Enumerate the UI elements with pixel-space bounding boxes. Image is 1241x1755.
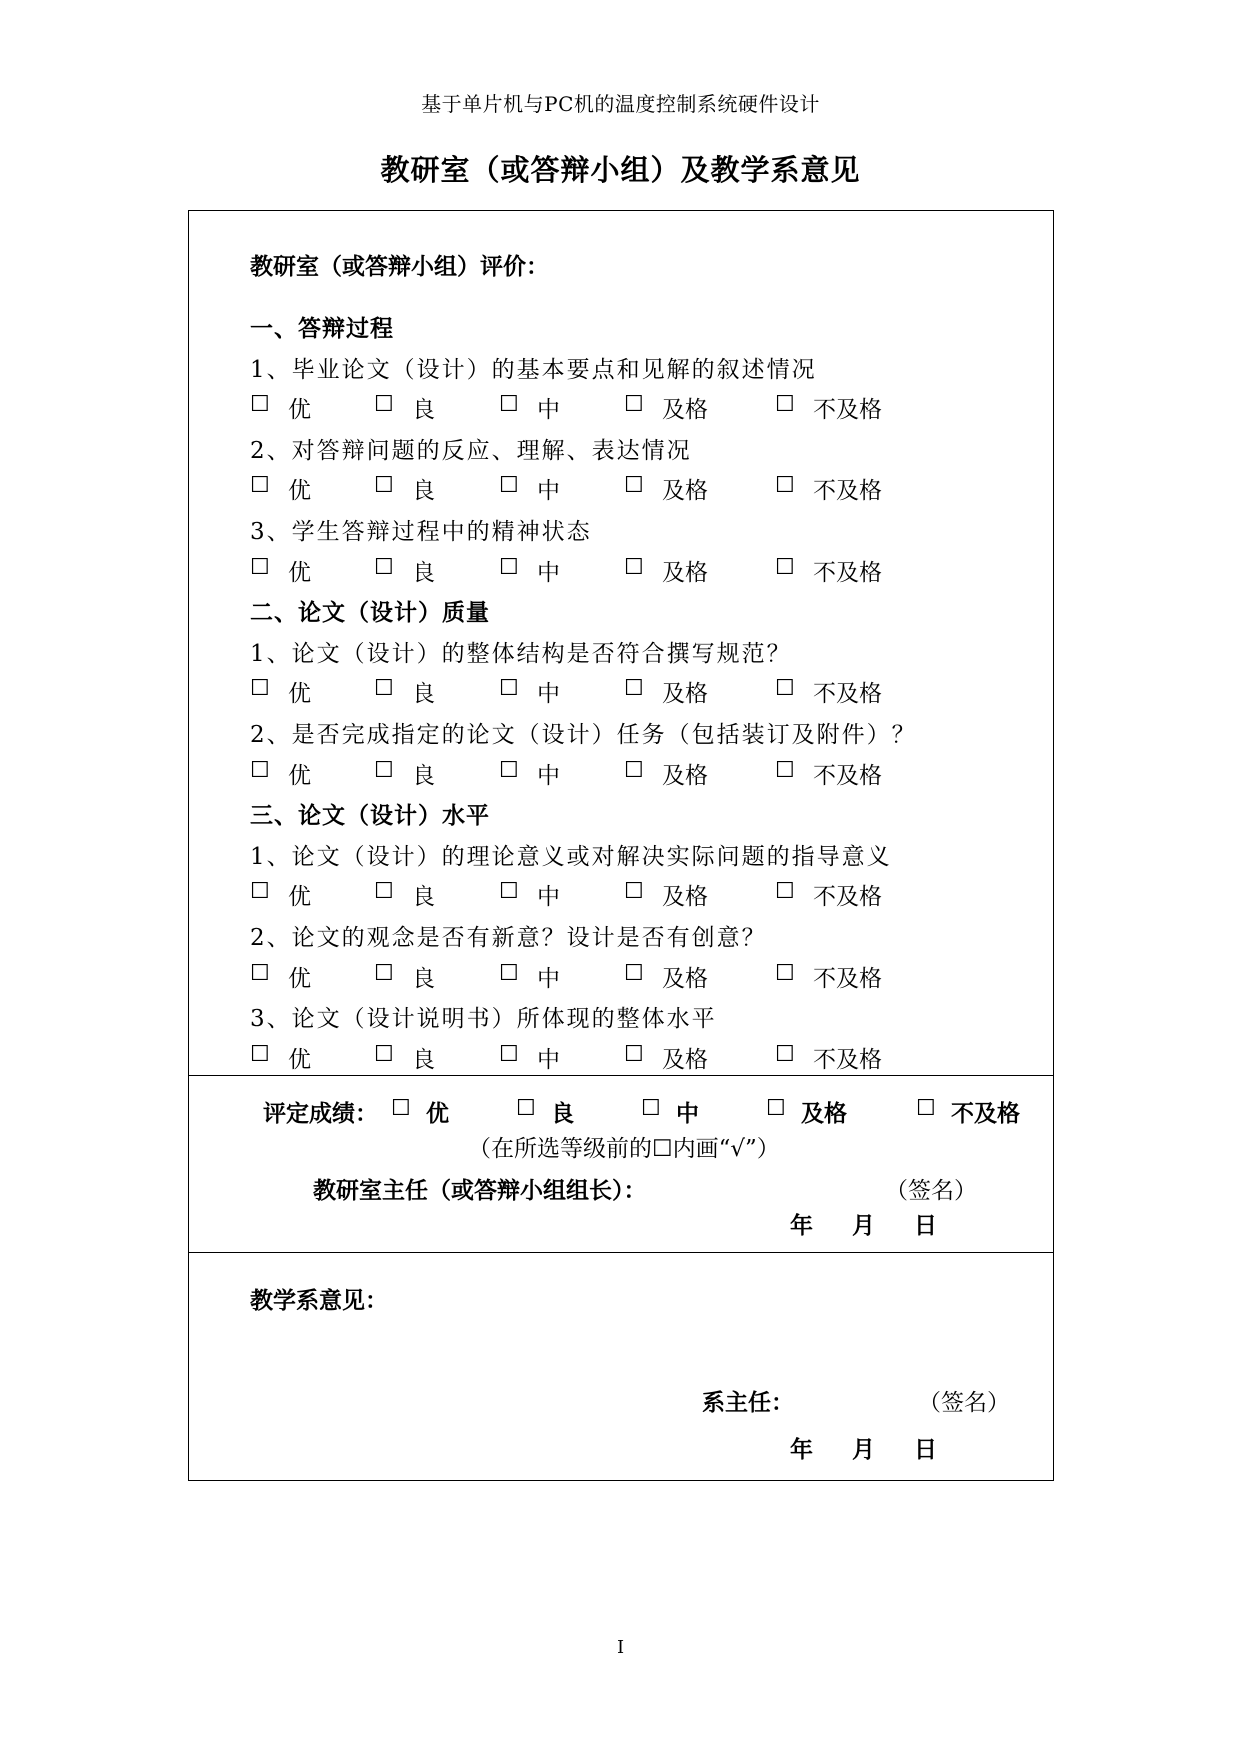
grade-checkbox[interactable]: ☐: [641, 1096, 661, 1121]
rating-checkbox[interactable]: ☐: [374, 879, 394, 905]
rating-checkbox[interactable]: ☐: [775, 392, 795, 418]
rating-option-label: 优: [288, 884, 311, 911]
rating-option-label: 良: [412, 681, 435, 708]
running-header: 基于单片机与PC机的温度控制系统硬件设计: [421, 92, 820, 116]
rating-option-label: 优: [288, 762, 311, 789]
rating-option-label: 不及格: [813, 397, 882, 424]
rating-option-label: 中: [537, 559, 560, 586]
rating-option-label: 不及格: [813, 884, 882, 911]
rating-checkbox[interactable]: ☐: [374, 1041, 394, 1067]
rating-option-label: 不及格: [813, 681, 882, 708]
rating-checkbox[interactable]: ☐: [624, 1041, 644, 1067]
rating-checkbox[interactable]: ☐: [499, 1041, 519, 1067]
rating-checkbox[interactable]: ☐: [499, 960, 519, 986]
grade-option-label: 良: [551, 1100, 574, 1127]
rating-option-label: 及格: [662, 681, 708, 708]
rating-checkbox[interactable]: ☐: [624, 676, 644, 702]
section-heading: 二、论文（设计）质量: [250, 599, 490, 627]
rating-checkbox[interactable]: ☐: [250, 879, 270, 905]
criterion-text: 2、论文的观念是否有新意？设计是否有创意？: [250, 925, 767, 951]
rating-option-label: 不及格: [813, 559, 882, 586]
director-label: 教研室主任（或答辩小组组长）：: [313, 1177, 647, 1204]
criterion-text: 1、论文（设计）的整体结构是否符合撰写规范？: [250, 640, 792, 667]
rating-checkbox[interactable]: ☐: [250, 392, 270, 418]
rating-checkbox[interactable]: ☐: [250, 676, 270, 702]
rating-checkbox[interactable]: ☐: [624, 554, 644, 580]
criterion-text: 1、毕业论文（设计）的基本要点和见解的叙述情况: [250, 356, 817, 383]
rating-option-label: 中: [537, 681, 560, 708]
rating-option-label: 良: [412, 478, 435, 505]
department-head-signature: （签名）: [918, 1390, 1010, 1416]
rating-option-label: 及格: [662, 559, 708, 586]
rating-checkbox[interactable]: ☐: [499, 554, 519, 580]
rating-checkbox[interactable]: ☐: [775, 473, 795, 499]
rating-option-label: 及格: [662, 965, 708, 992]
criterion-text: 2、对答辩问题的反应、理解、表达情况: [250, 437, 692, 464]
rating-checkbox[interactable]: ☐: [250, 473, 270, 499]
grade-checkbox[interactable]: ☐: [516, 1096, 536, 1121]
rating-option-label: 不及格: [813, 965, 882, 992]
grade-option-label: 不及格: [951, 1100, 1020, 1127]
rating-option-label: 及格: [662, 762, 708, 789]
rating-checkbox[interactable]: ☐: [250, 757, 270, 783]
grade-option-label: 及格: [801, 1100, 847, 1127]
rating-option-label: 优: [288, 681, 311, 708]
grade-hint: （在所选等级前的☐内画“√”）: [468, 1136, 780, 1162]
rating-checkbox[interactable]: ☐: [499, 392, 519, 418]
rating-checkbox[interactable]: ☐: [624, 879, 644, 905]
rating-checkbox[interactable]: ☐: [499, 473, 519, 499]
rating-option-label: 优: [288, 559, 311, 586]
rating-option-label: 良: [412, 397, 435, 424]
rating-option-label: 优: [288, 1046, 311, 1073]
rating-checkbox[interactable]: ☐: [624, 757, 644, 783]
rating-option-label: 良: [412, 559, 435, 586]
rating-checkbox[interactable]: ☐: [775, 960, 795, 986]
rating-checkbox[interactable]: ☐: [250, 554, 270, 580]
rating-checkbox[interactable]: ☐: [775, 1041, 795, 1067]
rating-checkbox[interactable]: ☐: [250, 1041, 270, 1067]
rating-option-label: 不及格: [813, 478, 882, 505]
rating-checkbox[interactable]: ☐: [775, 554, 795, 580]
grade-checkbox[interactable]: ☐: [916, 1096, 936, 1121]
rating-checkbox[interactable]: ☐: [775, 676, 795, 702]
rating-option-label: 及格: [662, 884, 708, 911]
director-date-day: 日: [914, 1212, 939, 1239]
rating-checkbox[interactable]: ☐: [624, 473, 644, 499]
criterion-text: 2、是否完成指定的论文（设计）任务（包括装订及附件）？: [250, 722, 917, 748]
grade-option-label: 优: [426, 1100, 449, 1127]
grade-option-label: 中: [676, 1100, 699, 1127]
director-date-month: 月: [852, 1212, 877, 1239]
rating-checkbox[interactable]: ☐: [624, 392, 644, 418]
rating-checkbox[interactable]: ☐: [250, 960, 270, 986]
rating-option-label: 优: [288, 965, 311, 992]
criterion-text: 3、论文（设计说明书）所体现的整体水平: [250, 1006, 717, 1033]
criterion-text: 3、学生答辩过程中的精神状态: [250, 519, 592, 545]
rating-option-label: 中: [537, 478, 560, 505]
rating-checkbox[interactable]: ☐: [624, 960, 644, 986]
rating-option-label: 中: [537, 1046, 560, 1073]
rating-option-label: 中: [537, 397, 560, 424]
rating-checkbox[interactable]: ☐: [499, 676, 519, 702]
rating-checkbox[interactable]: ☐: [775, 879, 795, 905]
section-heading: 一、答辩过程: [250, 315, 394, 342]
page-title: 教研室（或答辩小组）及教学系意见: [380, 153, 861, 187]
rating-option-label: 及格: [662, 478, 708, 505]
grade-label: 评定成绩：: [263, 1100, 378, 1127]
rating-option-label: 不及格: [813, 762, 882, 789]
department-date-day: 日: [914, 1436, 939, 1463]
rating-option-label: 中: [537, 965, 560, 992]
department-head-label: 系主任：: [702, 1389, 794, 1416]
rating-checkbox[interactable]: ☐: [499, 757, 519, 783]
rating-option-label: 及格: [662, 397, 708, 424]
rating-checkbox[interactable]: ☐: [374, 757, 394, 783]
grade-checkbox[interactable]: ☐: [391, 1096, 411, 1121]
rating-option-label: 优: [288, 478, 311, 505]
rating-checkbox[interactable]: ☐: [374, 554, 394, 580]
rating-checkbox[interactable]: ☐: [374, 473, 394, 499]
rating-option-label: 良: [412, 884, 435, 911]
rating-option-label: 中: [537, 762, 560, 789]
department-date-month: 月: [852, 1436, 877, 1463]
page-number: I: [616, 1637, 625, 1658]
criterion-text: 1、论文（设计）的理论意义或对解决实际问题的指导意义: [250, 843, 892, 870]
rating-option-label: 优: [288, 397, 311, 424]
grade-checkbox[interactable]: ☐: [766, 1096, 786, 1121]
rating-checkbox[interactable]: ☐: [374, 392, 394, 418]
rating-checkbox[interactable]: ☐: [499, 879, 519, 905]
evaluation-label: 教研室（或答辩小组）评价：: [250, 253, 549, 280]
rating-checkbox[interactable]: ☐: [374, 676, 394, 702]
rating-option-label: 良: [412, 762, 435, 789]
rating-option-label: 及格: [662, 1046, 708, 1073]
section-heading: 三、论文（设计）水平: [250, 802, 490, 830]
rating-checkbox[interactable]: ☐: [374, 960, 394, 986]
rating-option-label: 良: [412, 1046, 435, 1073]
rating-checkbox[interactable]: ☐: [775, 757, 795, 783]
rating-option-label: 中: [537, 884, 560, 911]
rating-option-label: 不及格: [813, 1046, 882, 1073]
department-date-year: 年: [790, 1436, 815, 1463]
director-signature: （签名）: [885, 1178, 977, 1204]
director-date-year: 年: [790, 1212, 815, 1239]
rating-option-label: 良: [412, 965, 435, 992]
department-opinion-label: 教学系意见：: [250, 1287, 388, 1314]
